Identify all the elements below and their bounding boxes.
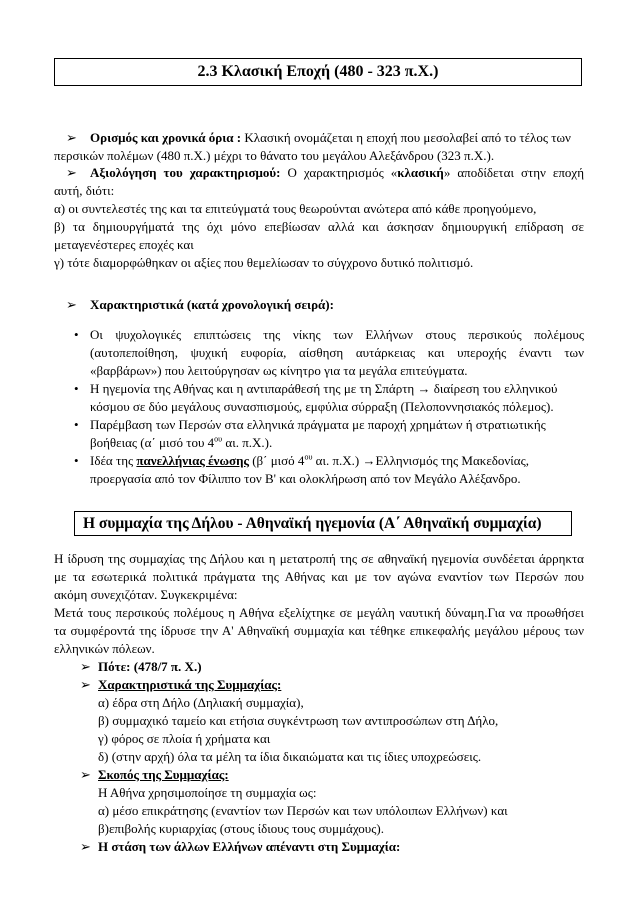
feature-1-line-3: «βαρβάρων») που λειτούργησαν ως κίνητρο για τα μεγάλα επιτεύγματα. (90, 363, 468, 378)
reason-b-2: μεταγενέστερες εποχές και (54, 237, 194, 252)
section-para-2-line-1: Μετά τους περσικούς πολέμους η Αθήνα εξελίχτηκε σε μεγάλη ναυτική δύναμη.Για να προωθήσει (54, 605, 584, 620)
section-para-1-line-3: ακόμη συνεχιζόταν. Συγκεκριμένα: (54, 587, 238, 602)
section-para-1-line-1: Η ίδρυση της συμμαχίας της Δήλου και η μετατροπή της σε αθηναϊκή ηγεμονία συνδέεται άρρηκτα (54, 551, 584, 566)
feature-4-text-3: αι. π.Χ.) (312, 453, 363, 468)
arrow-bullet-icon: ➢ (80, 677, 91, 692)
evaluation-line-2: αυτή, διότι: (54, 183, 115, 198)
reason-b: β) τα δημιουργήματά της όχι μόνο επεβίωσαν αλλά και άσκησαν δημιουργική επίδραση σε (54, 219, 584, 234)
arrow-bullet-icon: ➢ (66, 130, 77, 145)
section-title-text: Η συμμαχία της Δήλου - Αθηναϊκή ηγεμονία (Α΄ Αθηναϊκή συμμαχία) (83, 514, 542, 532)
feature-4-line-1 (90, 452, 529, 469)
right-arrow-icon: → (362, 453, 376, 468)
purpose-b: β)επιβολής κυριαρχίας (στους ίδιους τους συμμάχους). (98, 821, 384, 836)
stance-heading: Η στάση των άλλων Ελλήνων απέναντι στη Συμμαχία: (98, 839, 401, 854)
section-para-1-line-2: με τα εσωτερικά πολιτικά πράγματα της Αθήνας και με τον αγώνα εναντίον των Περσών που (54, 569, 584, 584)
page-title (54, 58, 582, 86)
reason-a: α) οι συντελεστές της και τα επιτεύγματά τους θεωρούνται ανώτερα από κάθε προηγούμενο, (54, 201, 537, 216)
feature-2-text-2: διαίρεση του ελληνικού (430, 381, 558, 396)
evaluation-label: Αξιολόγηση του χαρακτηρισμού: (90, 165, 281, 180)
features-heading: Χαρακτηριστικά (κατά χρονολογική σειρά): (90, 297, 334, 312)
right-arrow-icon: → (417, 381, 431, 396)
feature-2-line-1 (90, 380, 557, 397)
alliance-feature-a: α) έδρα στη Δήλο (Δηλιακή συμμαχία), (98, 695, 304, 710)
feature-4-text: Ιδέα της (90, 453, 137, 468)
section-para-2-line-3: ελληνικών πόλεων. (54, 641, 155, 656)
definition-line (90, 129, 584, 146)
arrow-bullet-icon: ➢ (80, 767, 91, 782)
reason-c: γ) τότε διαμορφώθηκαν οι αξίες που θεμελίωσαν το σύγχρονο δυτικό πολιτισμό. (54, 255, 474, 270)
evaluation-text-2: » αποδίδεται στην εποχή (443, 165, 584, 180)
feature-1-line-2: (αυτοπεποίθηση, ψυχική ευφορία, αίσθηση αυτάρκειας και υπεροχής έναντι των (90, 345, 584, 360)
page-title-text: 2.3 Κλασική Εποχή (480 - 323 π.Χ.) (197, 63, 439, 80)
purpose-intro: Η Αθήνα χρησιμοποίησε τη συμμαχία ως: (98, 785, 317, 800)
alliance-feature-b: β) συμμαχικό ταμείο και ετήσια συγκέντρωση των αντιπροσώπων στη Δήλο, (98, 713, 499, 728)
evaluation-text: Ο χαρακτηρισμός « (280, 165, 398, 180)
arrow-bullet-icon: ➢ (66, 165, 77, 180)
feature-3-text-2: αι. π.Χ.). (222, 435, 273, 450)
feature-2-text: Η ηγεμονία της Αθήνας και η αντιπαράθεσή της με τη Σπάρτη (90, 381, 418, 396)
bullet-icon: • (74, 381, 79, 396)
feature-2-line-2: κόσμου σε δύο μεγάλους συνασπισμούς, εμφύλια σύρραξη (Πελοποννησιακός πόλεμος). (90, 399, 554, 414)
ordinal-sup: ου (214, 434, 223, 444)
definition-label: Ορισμός και χρονικά όρια : (90, 130, 242, 145)
arrow-bullet-icon: ➢ (80, 659, 91, 674)
bullet-icon: • (74, 417, 79, 432)
alliance-feature-c: γ) φόρος σε πλοία ή χρήματα και (98, 731, 271, 746)
feature-3-line-1: Παρέμβαση των Περσών στα ελληνικά πράγματα με παροχή χρημάτων ή στρατιωτικής (90, 417, 546, 432)
arrow-bullet-icon: ➢ (80, 839, 91, 854)
bullet-icon: • (74, 453, 79, 468)
panhellenic-term: πανελλήνιας ένωσης (136, 453, 249, 468)
bullet-icon: • (74, 327, 79, 342)
feature-4-text-2: (β΄ μισό 4 (248, 453, 305, 468)
feature-4-text-4: Ελληνισμός της Μακεδονίας, (375, 453, 529, 468)
section-title (74, 511, 572, 536)
when-item: Πότε: (478/7 π. Χ.) (98, 659, 202, 674)
alliance-features-heading: Χαρακτηριστικά της Συμμαχίας: (98, 677, 282, 692)
feature-3-text: βοήθειας (α΄ μισό του 4 (90, 435, 215, 450)
definition-text: Κλασική ονομάζεται η εποχή που μεσολαβεί από το τέλος των (241, 130, 571, 145)
ordinal-sup: ου (304, 452, 313, 462)
purpose-a: α) μέσο επικράτησης (εναντίον των Περσών και των υπόλοιπων Ελλήνων) και (98, 803, 508, 818)
classical-term: κλασική (397, 165, 444, 180)
alliance-feature-d: δ) (στην αρχή) όλα τα μέλη τα ίδια δικαιώματα και τις ίδιες υποχρεώσεις. (98, 749, 482, 764)
purpose-heading: Σκοπός της Συμμαχίας: (98, 767, 229, 782)
feature-4-line-2: προεργασία από τον Φίλιππο τον Β' και ολοκλήρωση από τον Μεγάλο Αλέξανδρο. (90, 471, 521, 486)
section-para-2-line-2: τα συμφέροντά της ίδρυσε την Α' Αθηναϊκή συμμαχία και τέθηκε επικεφαλής μεγάλου μέρους των (54, 623, 584, 638)
feature-3-line-2 (90, 434, 272, 451)
evaluation-line (90, 164, 584, 181)
arrow-bullet-icon: ➢ (66, 297, 77, 312)
feature-1-line-1: Οι ψυχολογικές επιπτώσεις της νίκης των Ελλήνων στους περσικούς πολέμους (90, 327, 584, 342)
definition-line-2: περσικών πολέμων (480 π.Χ.) μέχρι το θάνατο του μεγάλου Αλεξάνδρου (323 π.Χ.). (54, 148, 495, 163)
